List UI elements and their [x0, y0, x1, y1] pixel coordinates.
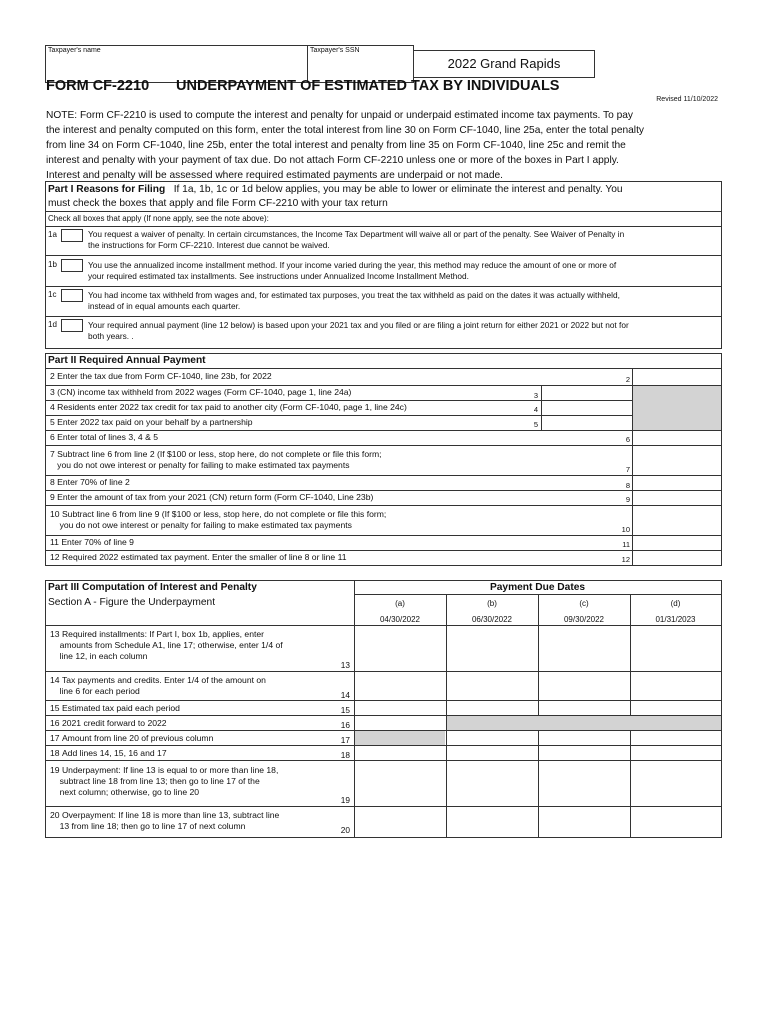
- note-line: the interest and penalty computed on this form, enter the total interest from line 30 on Form CF-1040, line 25a, enter the total penalty: [46, 125, 644, 136]
- item-number: 1b: [48, 260, 57, 269]
- line-2-text: 2 Enter the tax due from Form CF-1040, line 23b, for 2022: [50, 371, 272, 381]
- part1-header: [48, 183, 718, 211]
- part3-title: Part III Computation of Interest and Penalty: [48, 582, 257, 593]
- line-8-text: 8 Enter 70% of line 2: [50, 477, 130, 487]
- line-ref: 19: [340, 795, 350, 805]
- line-ref: 9: [625, 495, 630, 504]
- line-ref: 4: [533, 405, 538, 414]
- part1-intro2: must check the boxes that apply and file Form CF-2210 with your tax return: [48, 198, 388, 209]
- line-9-amount[interactable]: [633, 491, 721, 505]
- line-5-amount[interactable]: [542, 416, 632, 430]
- column-d-date: 01/31/2023: [655, 615, 696, 624]
- part1-title: Part I Reasons for Filing: [48, 184, 166, 195]
- line-ref: 20: [340, 825, 350, 835]
- line-4-amount[interactable]: [542, 401, 632, 415]
- check-all-note: Check all boxes that apply (If none apply, see the note above):: [48, 214, 269, 223]
- form-id: FORM CF-2210: [46, 78, 150, 94]
- item-1a-text: You request a waiver of penalty. In certain circumstances, the Income Tax Department will waive all or part of the penalty. See Waiver of Penalty in the instructions for Form CF-2210. Interest due cannot be waived.: [88, 229, 625, 250]
- part3-input-grid[interactable]: [355, 626, 721, 837]
- note-line: Interest and penalty will be assessed where required estimated payments are underpaid or not made.: [46, 170, 503, 181]
- line-ref: 7: [625, 465, 630, 474]
- column-b-label: (b): [487, 599, 497, 608]
- line-14-text: 14 Tax payments and credits. Enter 1/4 of the amount on line 6 for each period: [50, 675, 266, 696]
- line-ref: 18: [340, 750, 350, 760]
- taxpayer-ssn-label: Taxpayer's SSN: [310, 47, 360, 54]
- part1-intro: If 1a, 1b, 1c or 1d below applies, you may be able to lower or eliminate the interest and penalty. You: [173, 184, 623, 195]
- taxpayer-name-label: Taxpayer's name: [48, 47, 101, 54]
- line-16-text: 16 2021 credit forward to 2022: [50, 718, 167, 728]
- column-a-label: (a): [395, 599, 405, 608]
- line-2-amount[interactable]: [633, 369, 721, 385]
- form-title: UNDERPAYMENT OF ESTIMATED TAX BY INDIVIDUALS: [176, 78, 560, 94]
- line-ref: 16: [340, 720, 350, 730]
- line-4-text: 4 Residents enter 2022 tax credit for tax paid to another city (Form CF-1040, page 1, line 24c): [50, 402, 407, 412]
- line-ref: 14: [340, 690, 350, 700]
- revised-date: Revised 11/10/2022: [656, 96, 718, 103]
- column-d-label: (d): [670, 599, 681, 608]
- line-3-text: 3 (CN) income tax withheld from 2022 wages (Form CF-1040, page 1, line 24a): [50, 387, 352, 397]
- line-19-text: 19 Underpayment: If line 13 is equal to or more than line 18, subtract line 18 from line 13; then go to line 17 of the next column; otherwise, go to line 20: [50, 765, 279, 797]
- line-ref: 15: [340, 705, 350, 715]
- line-12-amount[interactable]: [633, 551, 721, 565]
- line-17-text: 17 Amount from line 20 of previous column: [50, 733, 214, 743]
- checkbox-1d[interactable]: [61, 319, 83, 332]
- line-20-text: 20 Overpayment: If line 18 is more than line 13, subtract line 13 from line 18; then go to line 17 of next column: [50, 810, 280, 831]
- line-5-text: 5 Enter 2022 tax paid on your behalf by a partnership: [50, 417, 253, 427]
- line-11-amount[interactable]: [633, 536, 721, 550]
- item-number: 1a: [48, 230, 57, 239]
- line-7-amount[interactable]: [633, 446, 721, 475]
- item-1d-text: Your required annual payment (line 12 below) is based upon your 2021 tax and you filed or are filing a joint return for either 2021 or 2022 but not for both years. .: [88, 320, 629, 341]
- item-1c-text: You had income tax withheld from wages and, for estimated tax purposes, you treat the tax withheld as paid on the dates it was actually withheld, instead of in equal amounts each quarter.: [88, 290, 620, 311]
- line-15-text: 15 Estimated tax paid each period: [50, 703, 180, 713]
- checkbox-1c[interactable]: [61, 289, 83, 302]
- line-ref: 2: [625, 375, 630, 384]
- item-1b-text: You use the annualized income installment method. If your income varied during the year, this method may reduce the amount of one or more of your required estimated tax installments. See instructions under Annualized Income Installment Method.: [88, 260, 617, 281]
- line-6-amount[interactable]: [633, 431, 721, 445]
- line-18-text: 18 Add lines 14, 15, 16 and 17: [50, 748, 167, 758]
- line-12-text: 12 Required 2022 estimated tax payment. Enter the smaller of line 8 or line 11: [50, 552, 347, 562]
- line-11-text: 11 Enter 70% of line 9: [50, 537, 134, 547]
- item-number: 1c: [48, 290, 57, 299]
- note-line: interest and penalty with your payment of tax due. Do not attach Form CF-2210 unless one or more of the boxes in Part I apply.: [46, 155, 619, 166]
- line-10-text: 10 Subtract line 6 from line 9 (If $100 or less, stop here, do not complete or file this form; you do not owe interest or penalty for failing to make estimated tax payments: [50, 509, 387, 530]
- line-ref: 8: [625, 481, 630, 490]
- line-ref: 13: [340, 660, 350, 670]
- column-c-label: (c): [579, 599, 589, 608]
- line-8-amount[interactable]: [633, 476, 721, 490]
- line-6-text: 6 Enter total of lines 3, 4 & 5: [50, 432, 158, 442]
- checkbox-1b[interactable]: [61, 259, 83, 272]
- line-ref: 5: [533, 420, 538, 429]
- year-city-label: 2022 Grand Rapids: [447, 56, 561, 71]
- line-7-text: 7 Subtract line 6 from line 2 (If $100 or less, stop here, do not complete or file this form; you do not owe interest or penalty for failing to make estimated tax payments: [50, 449, 382, 470]
- note-line: NOTE: Form CF-2210 is used to compute the interest and penalty for unpaid or underpaid estimated income tax payments. To pay: [46, 110, 634, 121]
- line-ref: 11: [622, 540, 630, 549]
- line-ref: 3: [533, 391, 538, 400]
- note-block: [46, 108, 726, 183]
- line-9-text: 9 Enter the amount of tax from your 2021 (CN) return form (Form CF-1040, Line 23b): [50, 492, 374, 502]
- item-number: 1d: [48, 320, 57, 329]
- payment-due-dates-title: Payment Due Dates: [489, 582, 586, 593]
- line-3-amount[interactable]: [542, 386, 632, 400]
- line-10-amount[interactable]: [633, 506, 721, 535]
- line-ref: 6: [625, 435, 630, 444]
- column-b-date: 06/30/2022: [471, 615, 513, 624]
- checkbox-1a[interactable]: [61, 229, 83, 242]
- note-line: from line 34 on Form CF-1040, line 25b, enter the total interest and penalty from line 35 on Form CF-1040, line 25c and remit the: [46, 140, 626, 151]
- column-c-date: 09/30/2022: [563, 615, 605, 624]
- line-ref: 17: [340, 735, 350, 745]
- line-13-text: 13 Required installments: If Part I, box 1b, applies, enter amounts from Schedule A1, line 17; otherwise, enter 1/4 of line 12, in each column: [50, 629, 283, 661]
- part2-title: Part II Required Annual Payment: [48, 355, 206, 366]
- line-ref: 12: [621, 555, 630, 564]
- shaded-cell: [633, 385, 721, 430]
- section-a-title: Section A - Figure the Underpayment: [48, 597, 216, 608]
- column-a-date: 04/30/2022: [379, 615, 421, 624]
- line-ref: 10: [621, 525, 630, 534]
